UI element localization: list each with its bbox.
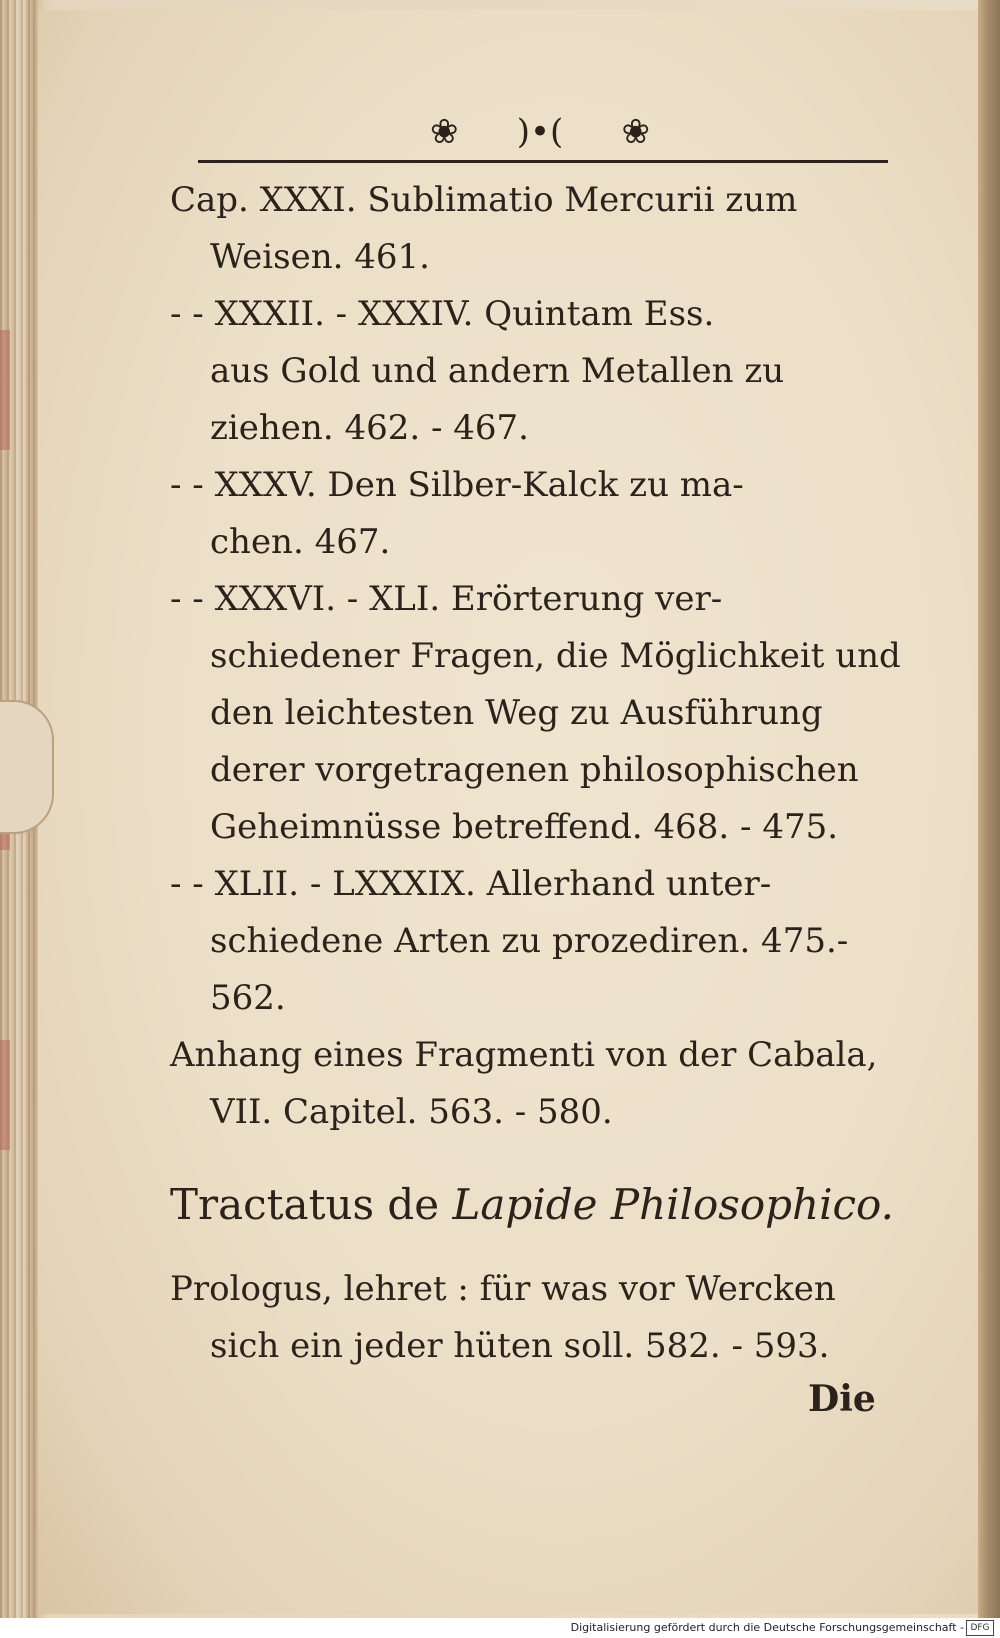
page-header — [430, 108, 650, 156]
entry-line: 562. — [210, 978, 286, 1018]
edge-mark — [0, 1040, 10, 1150]
entry-line: - - XXXV. Den Silber-Kalck zu ma- — [170, 465, 744, 505]
entry-line: schiedene Arten zu prozediren. 475.- — [210, 921, 849, 961]
entry-line: ziehen. 462. - 467. — [210, 408, 529, 448]
entry-line: VII. Capitel. 563. - 580. — [210, 1092, 613, 1132]
entry-line: - - XXXVI. - XLI. Erörterung ver- — [170, 579, 723, 619]
entry-line: den leichtesten Weg zu Ausführung — [210, 693, 823, 733]
table-of-contents — [170, 172, 901, 1375]
dfg-logo: DFG — [966, 1620, 994, 1636]
header-rule — [198, 160, 888, 163]
entry-line: Cap. XXXI. Sublimatio Mercurii zum — [170, 180, 798, 220]
title-roman: Tractatus de — [170, 1180, 453, 1229]
entry-line: schiedener Fragen, die Möglichkeit und — [210, 636, 901, 676]
toc-entry — [170, 1027, 890, 1141]
entry-line: - - XXXII. - XXXIV. Quintam Ess. — [170, 294, 715, 334]
treatise-title — [170, 1175, 894, 1235]
ornament-left: ❀ — [430, 112, 459, 152]
entry-line: sich ein jeder hüten soll. 582. - 593. — [210, 1326, 830, 1366]
entry-line: Weisen. 461. — [210, 237, 430, 277]
toc-entry — [170, 571, 901, 856]
page-tab — [0, 700, 54, 834]
binding-edge — [978, 0, 1000, 1618]
entry-line: derer vorgetragenen philosophischen — [210, 750, 859, 790]
entry-line: aus Gold und andern Metallen zu — [210, 351, 785, 391]
entry-line: Anhang eines Fragmenti von der Cabala, — [170, 1035, 878, 1075]
entry-line: Geheimnüsse betreffend. 468. - 475. — [210, 807, 839, 847]
ornament-right: ❀ — [621, 112, 650, 152]
toc-entry — [170, 856, 890, 1027]
ornament-center: )•( — [516, 112, 564, 152]
edge-mark — [0, 330, 10, 450]
toc-entry — [170, 172, 890, 286]
entry-line: - - XLII. - LXXXIX. Allerhand unter- — [170, 864, 772, 904]
toc-entry — [170, 457, 890, 571]
catchword: Die — [808, 1378, 876, 1420]
toc-entry — [170, 286, 890, 457]
entry-line: Prologus, lehret : für was vor Wercken — [170, 1269, 836, 1309]
entry-line: chen. 467. — [210, 522, 391, 562]
funding-credit: Digitalisierung gefördert durch die Deutsche Forschungsgemeinschaft - — [570, 1621, 964, 1634]
prologue-entry — [170, 1261, 890, 1375]
title-italic: Lapide Philosophico. — [452, 1180, 894, 1229]
